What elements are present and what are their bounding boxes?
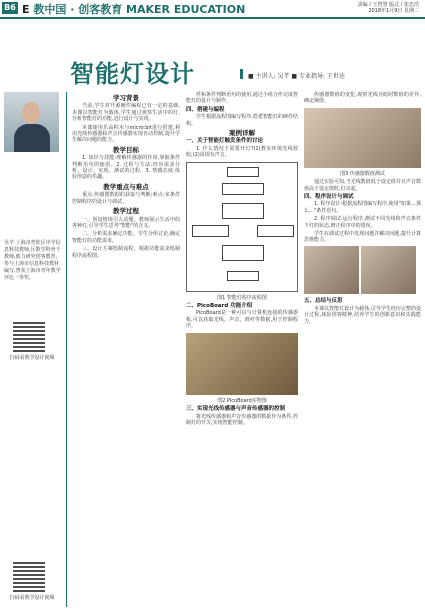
subheading: 三、实现光线传感器与声音传感器的控制 [186, 406, 286, 413]
paragraph: 二、分析需求确定功能。学生分组讨论,确定智能灯的功能需求。 [72, 231, 180, 244]
flowchart-figure [186, 162, 298, 292]
paragraph: 件和条件判断语句的使用,通过小组合作完成智能灯的设计与制作。 [186, 92, 298, 105]
paragraph: 1. 知识与技能:理解传感器的作用,掌握条件判断语句的使用。2. 过程与方法:经历需求分析、设计、实现、测试的过程。3. 情感态度:体验创造的乐趣。 [72, 155, 180, 181]
section-heading: 学习背景 [113, 94, 139, 102]
header-editor: 责编 / 王智慧 版式 / 张忠浩 [357, 2, 419, 8]
paragraph: 重点:传感器数据的获取与判断;难点:多条件控制程序的设计与调试。 [72, 192, 180, 205]
student-photo [304, 246, 359, 294]
section-heading: 四、程序设计与调试 [304, 194, 354, 201]
figure-caption: 图3 传感器数值测试 [340, 170, 385, 177]
column-3 [304, 92, 421, 327]
picoboard-photo [186, 333, 298, 395]
paragraph: 传感器数值的变化,观察光线亮暗时数值的差异,确定阈值。 [304, 92, 421, 105]
qr-label: 扫码看教学设计视频 [9, 595, 55, 601]
column-2 [186, 92, 298, 428]
photo-row [304, 246, 421, 296]
byline-marker [240, 69, 243, 79]
paragraph: 2. 程序调试:运行程序,测试不同光线和声音条件下灯的状态,修正程序中的错误。 [304, 216, 421, 229]
qr-label: 扫码看教学设计视频 [9, 355, 55, 361]
figure-caption: 图1 智能灯程序流程图 [217, 294, 267, 301]
subheading: 一、关于智能灯触发条件的讨论 [186, 138, 264, 145]
section-heading: 教学过程 [113, 207, 139, 216]
paragraph: 将光线传感器和声音传感器的数据作为条件,控制灯的开关,实现智能控制。 [186, 413, 298, 426]
paragraph: PicoBoard是一种可以与计算机连接的传感器板,可以获取光线、声音、滑杆等数据,用于控制程序。 [186, 310, 298, 330]
student-photo [361, 246, 416, 294]
header-date: 2018年1月9日 星期二 [368, 8, 419, 14]
section-heading: 案例详解 [229, 129, 255, 138]
author-bio: 吴芊 上海市普陀区中学信息科技教师,区数学科骨干教师,致力研究创客教育,参与上海市信息科技教材编写,曾获上海市青年教学评比一等奖。 [4, 240, 61, 281]
section-heading: 四、搭建与编程 [186, 106, 225, 113]
paragraph: 本课使用乐高积木与micro:bit进行搭建,利用光线传感器和声音传感器实现自动控制,提升学生解决问题的能力。 [72, 124, 180, 144]
page-number: B6 [2, 2, 18, 14]
article-title: 智能灯设计 [70, 60, 195, 88]
section-heading: 五、总结与反思 [304, 298, 343, 305]
section-heading: 教学目标 [113, 145, 139, 154]
sidebar-divider [66, 92, 67, 607]
header-info [358, 2, 419, 14]
paragraph: 学生在调试过程中发现问题并解决问题,提升计算思维能力。 [304, 231, 421, 244]
qr-code-icon[interactable] [13, 560, 45, 592]
column-1 [72, 92, 180, 261]
brand-rest: 教中国 · 创客教育 MAKER EDUCATION [33, 3, 246, 16]
paragraph: 当前,学生对开源硬件编程已有一定的基础,本课以智能灯为载体,学生通过观察生活中的灯,分析智能灯的功能,进行设计与实现。 [72, 103, 180, 123]
figure-caption: 图2 PicoBoard实物图 [217, 397, 267, 404]
paragraph: 本课以智能灯设计为载体,引导学生经历完整的设计过程,体验创客精神,培养学生的创新意识和实践能力。 [304, 305, 421, 325]
qr-code-icon[interactable] [13, 320, 45, 352]
paragraph: 1. 什么情况下需要开灯?(1)教室环境光线较暗;(2)周围有声音。 [186, 145, 298, 159]
subheading: 二、PicoBoard 功能介绍 [186, 303, 253, 310]
paragraph: 三、设计方案绘制流程。根据功能需求绘制程序流程图。 [72, 246, 180, 259]
paragraph: 一、创设情境引入话题。教师展示生活中的各种灯,引导学生思考"智能"的含义。 [72, 216, 180, 229]
byline: ■ 主讲人: 吴芊 ■ 专业指导: 王世达 [248, 73, 345, 80]
sensor-test-photo [304, 108, 421, 168]
brand-title [22, 1, 245, 17]
author-photo [4, 92, 59, 152]
section-heading: 教学重点与难点 [103, 182, 149, 191]
page-header [0, 0, 425, 19]
brand-e: E [22, 3, 30, 16]
paragraph: 通过实验可知,当光线数值低于设定值并且声音数值高于设定值时,灯亮起。 [304, 179, 421, 192]
paragraph: 学生根据流程图编写程序,搭建智能灯的硬件结构。 [186, 114, 298, 127]
paragraph: 1. 程序设计:根据流程图编写程序,使用"如果…那么…"条件语句。 [304, 201, 421, 214]
